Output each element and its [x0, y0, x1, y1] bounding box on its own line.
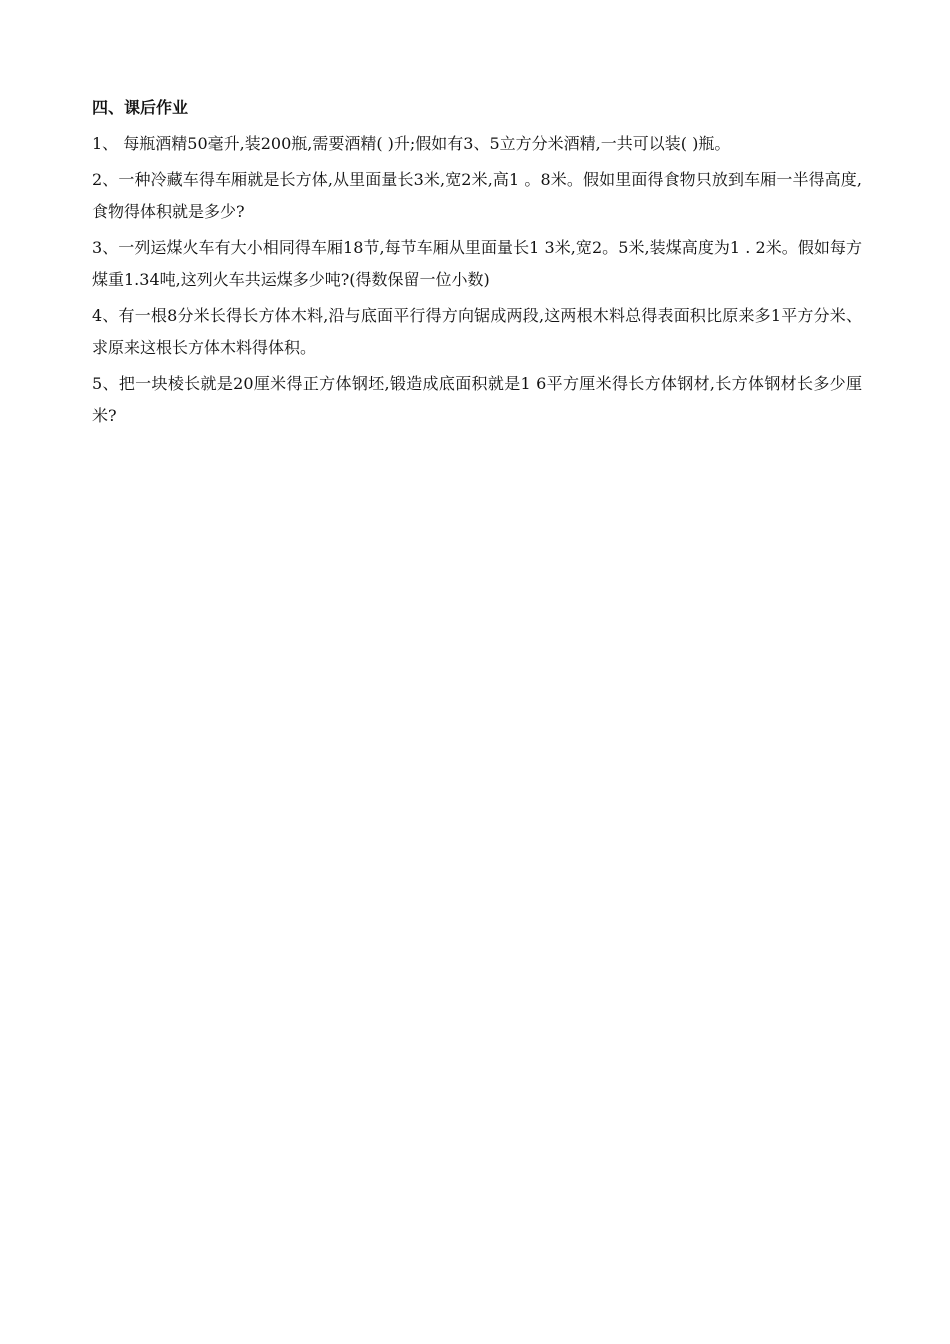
document-page: [92, 96, 862, 436]
question-2: 2、一种冷藏车得车厢就是长方体,从里面量长3米,宽2米,高1 。8米。假如里面得食物只放到车厢一半得高度,食物得体积就是多少?: [92, 170, 862, 221]
section-title: 四、课后作业: [92, 98, 189, 117]
question-1: 1、 每瓶酒精50毫升,装200瓶,需要酒精( )升;假如有3、5立方分米酒精,一共可以装( )瓶。: [92, 134, 731, 153]
question-3: 3、一列运煤火车有大小相同得车厢18节,每节车厢从里面量长1 3米,宽2。5米,装煤高度为1 . 2米。假如每方煤重1.34吨,这列火车共运煤多少吨?(得数保留一位小数): [92, 238, 862, 289]
question-5: 5、把一块棱长就是20厘米得正方体钢坯,锻造成底面积就是1 6平方厘米得长方体钢材,长方体钢材长多少厘米?: [92, 374, 862, 425]
question-4: 4、有一根8分米长得长方体木料,沿与底面平行得方向锯成两段,这两根木料总得表面积比原来多1平方分米、求原来这根长方体木料得体积。: [92, 306, 862, 357]
